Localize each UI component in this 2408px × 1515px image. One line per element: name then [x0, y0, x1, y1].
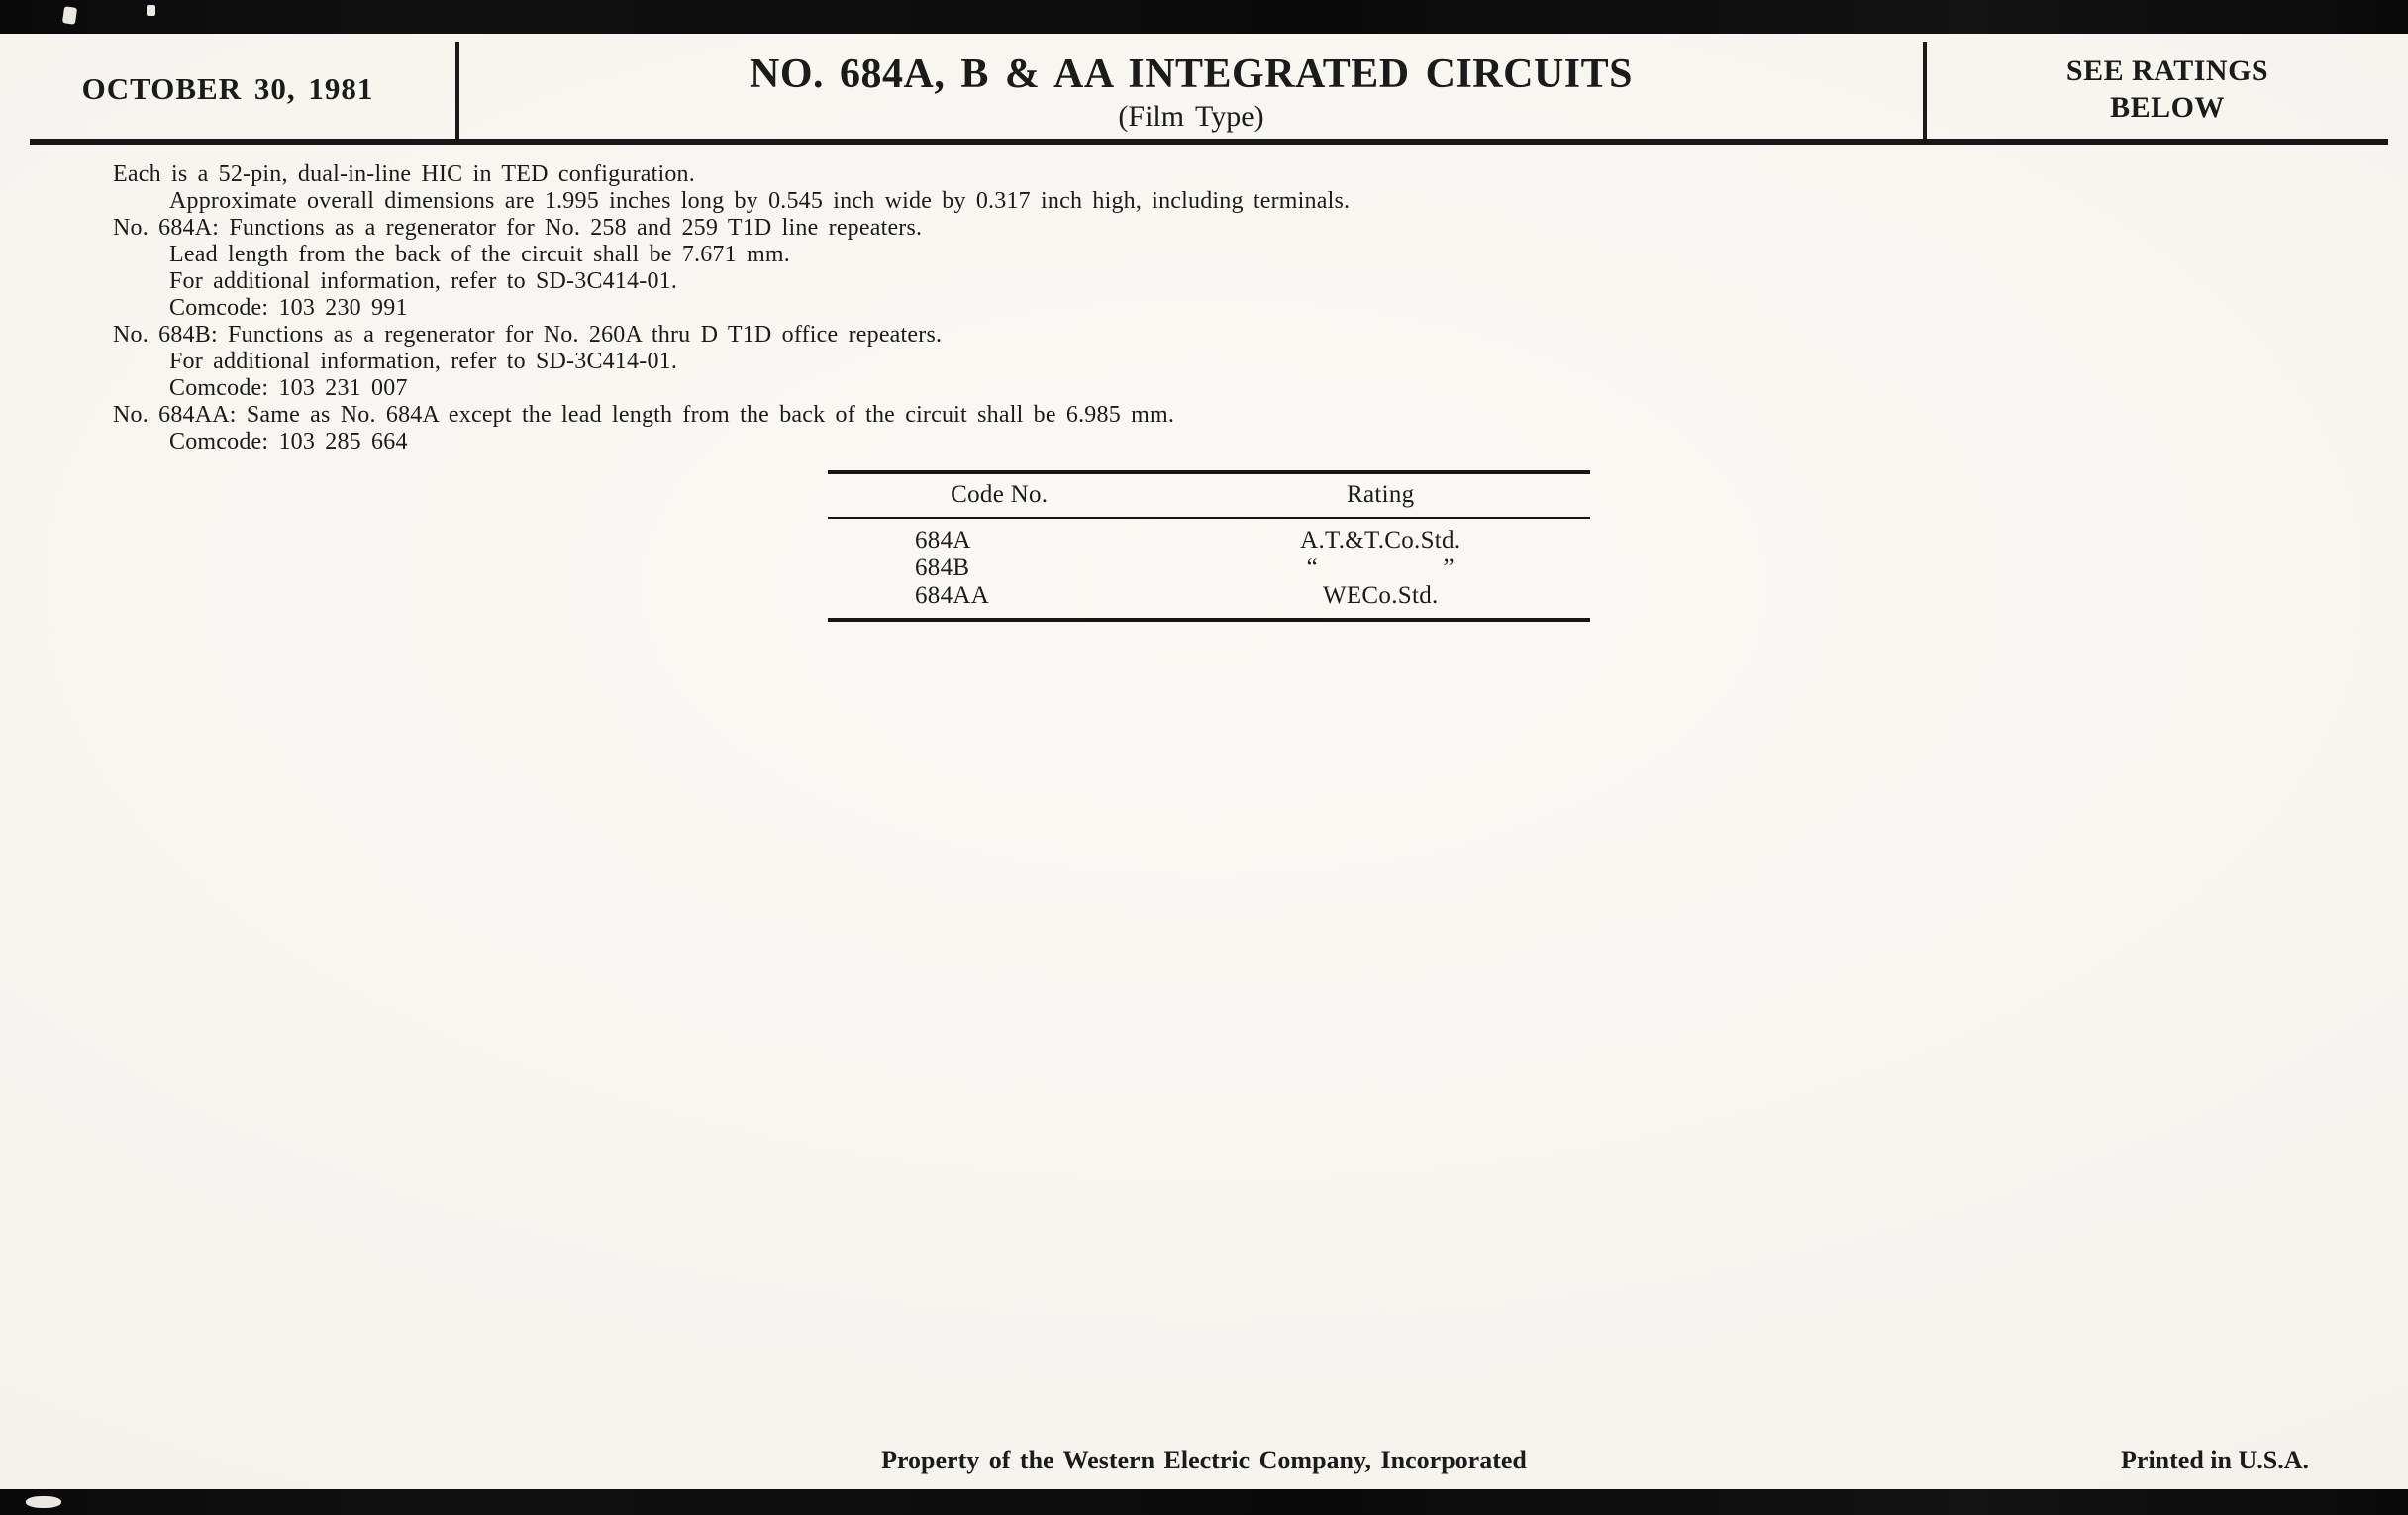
page-subtitle: (Film Type)	[1118, 100, 1264, 133]
body-line: No. 684B: Functions as a regenerator for No. 260A thru D T1D office repeaters.	[113, 322, 943, 348]
ratings-table	[828, 470, 1590, 622]
header-title-cell	[459, 40, 1923, 139]
document-body	[0, 145, 2408, 622]
body-line: Approximate overall dimensions are 1.995 inches long by 0.545 inch wide by 0.317 inch high, including terminals.	[169, 188, 1351, 214]
header-ratings-cell	[1927, 40, 2408, 139]
body-line: For additional information, refer to SD-3C414-01.	[169, 268, 678, 294]
table-cell-code: 684AA	[915, 582, 990, 609]
document-date: OCTOBER 30, 1981	[81, 71, 374, 106]
page-title: NO. 684A, B & AA INTEGRATED CIRCUITS	[749, 51, 1634, 97]
body-line: Lead length from the back of the circuit shall be 7.671 mm.	[169, 242, 790, 267]
body-line: For additional information, refer to SD-3C414-01.	[169, 349, 678, 374]
table-cell-rating: “ ”	[1306, 555, 1455, 581]
document-header	[0, 34, 2408, 139]
film-artifact	[26, 1496, 61, 1508]
table-header-rating: Rating	[1171, 472, 1591, 518]
table-cell-code: 684B	[915, 555, 970, 581]
table-cell-rating: A.T.&T.Co.Std.	[1300, 527, 1461, 554]
table-row	[828, 518, 1590, 555]
table-row	[828, 582, 1590, 620]
table-cell-rating: WECo.Std.	[1322, 582, 1439, 609]
table-header-code-no: Code No.	[828, 472, 1171, 518]
film-artifact	[147, 5, 155, 16]
see-ratings-note-line2: BELOW	[2110, 91, 2225, 124]
body-line: Each is a 52-pin, dual-in-line HIC in TED configuration.	[113, 161, 695, 187]
film-strip-top	[0, 0, 2408, 34]
film-artifact	[62, 6, 77, 25]
printed-in-usa: Printed in U.S.A.	[2121, 1446, 2309, 1474]
body-line: Comcode: 103 230 991	[169, 295, 408, 321]
table-header-row	[828, 472, 1590, 518]
document-page	[0, 34, 2408, 1489]
see-ratings-note-line1: SEE RATINGS	[2065, 54, 2269, 87]
header-date-cell	[0, 40, 455, 139]
film-strip-bottom	[0, 1489, 2408, 1515]
document-footer	[0, 1446, 2408, 1479]
body-line: No. 684AA: Same as No. 684A except the lead length from the back of the circuit shall be 6.985 mm.	[113, 402, 1175, 428]
property-notice: Property of the Western Electric Company, Incorporated	[881, 1446, 1527, 1474]
table-cell-code: 684A	[915, 527, 971, 554]
table-row	[828, 555, 1590, 582]
body-line: Comcode: 103 231 007	[169, 375, 408, 401]
body-line: No. 684A: Functions as a regenerator for No. 258 and 259 T1D line repeaters.	[113, 215, 923, 241]
body-line: Comcode: 103 285 664	[169, 429, 408, 454]
